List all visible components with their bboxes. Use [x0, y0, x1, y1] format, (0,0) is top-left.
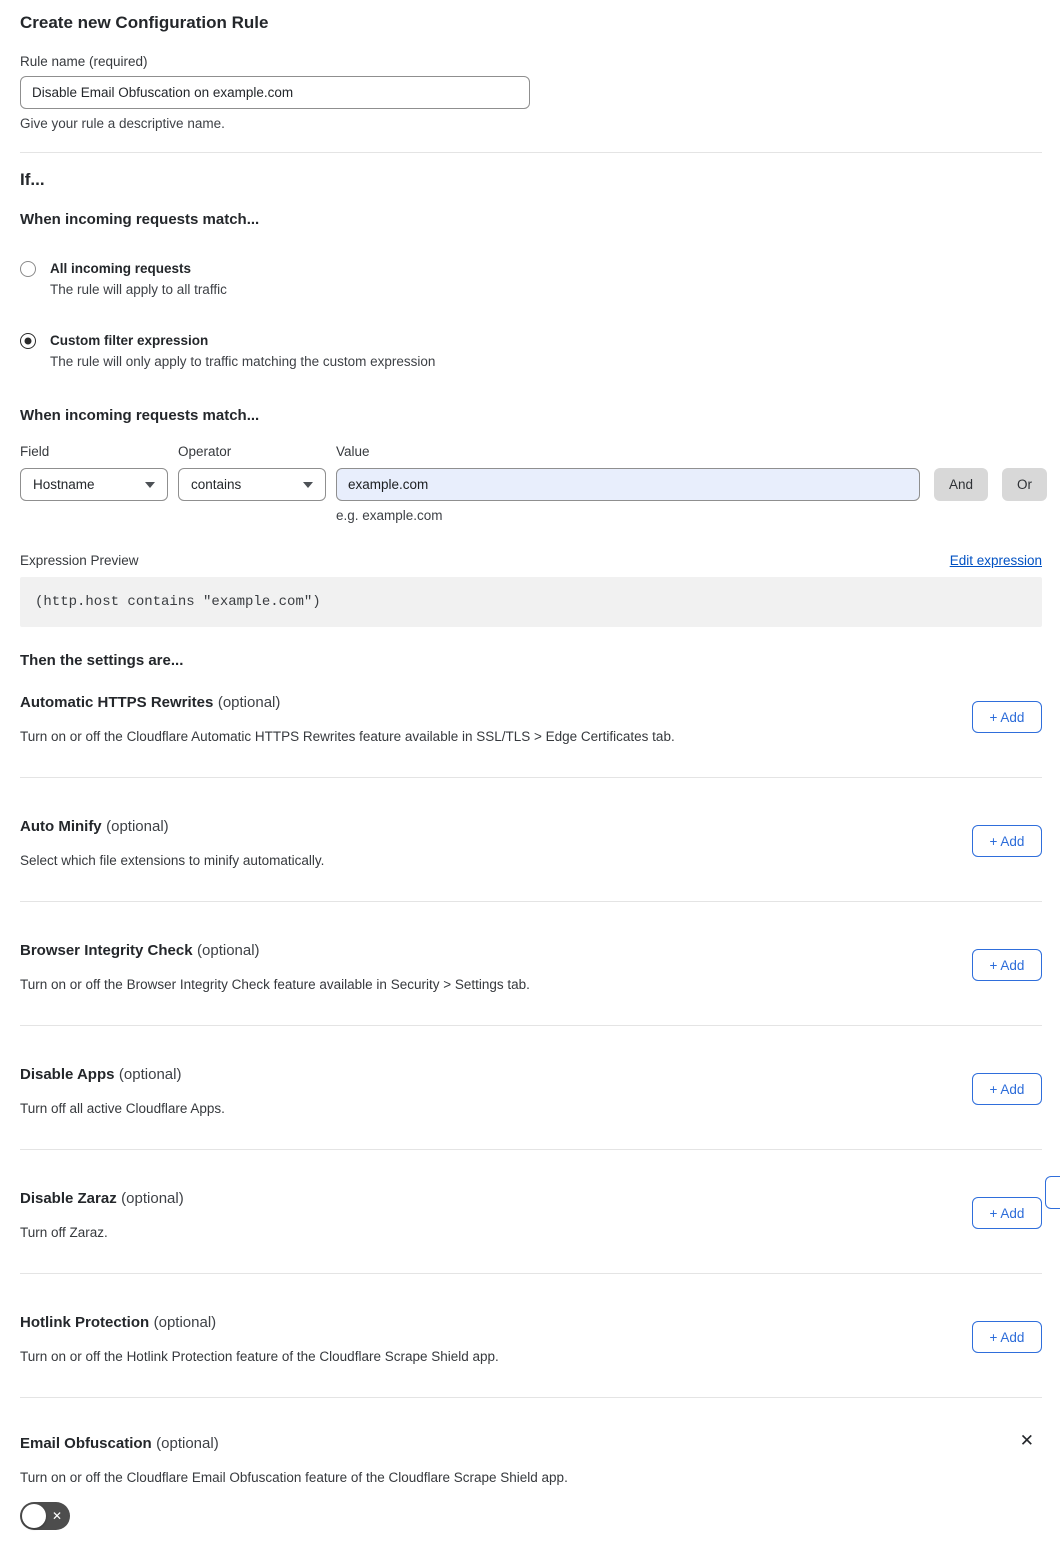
operator-select-value: contains — [191, 477, 242, 492]
setting-description: Turn on or off the Cloudflare Email Obfuscation feature of the Cloudflare Scrape Shield app. — [20, 1470, 568, 1485]
rule-name-label: Rule name (required) — [20, 54, 148, 69]
radio-label: All incoming requests — [50, 261, 192, 276]
rule-name-help: Give your rule a descriptive name. — [20, 116, 225, 131]
expression-preview-code: (http.host contains "example.com") — [20, 577, 1042, 627]
radio-description: The rule will apply to all traffic — [50, 282, 227, 297]
operator-select[interactable] — [178, 468, 326, 501]
field-label: Field — [20, 444, 50, 459]
radio-label: Custom filter expression — [50, 333, 209, 348]
setting-row-email-obfuscation — [20, 1398, 1042, 1535]
value-input[interactable] — [336, 468, 920, 501]
field-select-value: Hostname — [33, 477, 95, 492]
setting-name: Email Obfuscation — [20, 1435, 152, 1452]
setting-description: Turn off Zaraz. — [20, 1225, 108, 1240]
setting-description: Turn off all active Cloudflare Apps. — [20, 1101, 225, 1116]
setting-description: Turn on or off the Browser Integrity Check feature available in Security > Settings tab. — [20, 977, 530, 992]
add-button[interactable]: + Add — [972, 1321, 1042, 1353]
setting-name: Disable Zaraz — [20, 1190, 117, 1207]
radio-description: The rule will only apply to traffic matching the custom expression — [50, 354, 436, 369]
optional-label: (optional) — [106, 818, 169, 835]
setting-description: Turn on or off the Hotlink Protection feature of the Cloudflare Scrape Shield app. — [20, 1349, 499, 1364]
close-icon[interactable]: ✕ — [1019, 1431, 1034, 1450]
and-button[interactable]: And — [934, 468, 988, 501]
optional-label: (optional) — [197, 942, 260, 959]
value-hint: e.g. example.com — [336, 508, 443, 523]
configuration-rule-form — [20, 0, 1042, 1555]
toggle-off-x-icon: ✕ — [51, 1509, 62, 1523]
optional-label: (optional) — [217, 694, 281, 711]
add-button[interactable]: + Add — [972, 825, 1042, 857]
field-select[interactable] — [20, 468, 168, 501]
optional-label: (optional) — [121, 1190, 184, 1207]
setting-row-automatic-https-rewrites — [20, 669, 1042, 778]
radio-unselected-icon[interactable] — [20, 261, 36, 277]
radio-custom-filter-expression[interactable] — [20, 331, 1042, 372]
add-button[interactable]: + Add — [972, 701, 1042, 733]
setting-description: Turn on or off the Cloudflare Automatic HTTPS Rewrites feature available in SSL/TLS > Edge Certificates tab. — [20, 729, 675, 744]
chevron-down-icon — [145, 482, 155, 488]
optional-label: (optional) — [118, 1066, 182, 1083]
section-divider — [20, 152, 1042, 153]
optional-label: (optional) — [156, 1435, 219, 1452]
toggle-knob — [22, 1504, 46, 1528]
radio-all-incoming-requests[interactable] — [20, 259, 1042, 300]
builder-heading: When incoming requests match... — [20, 407, 260, 424]
add-button[interactable]: + Add — [972, 1073, 1042, 1105]
email-obfuscation-toggle[interactable] — [20, 1502, 70, 1530]
value-label: Value — [336, 444, 370, 459]
expression-preview-label: Expression Preview — [20, 553, 139, 568]
setting-name: Hotlink Protection — [20, 1314, 150, 1331]
setting-description: Select which file extensions to minify automatically. — [20, 853, 325, 868]
radio-selected-icon[interactable] — [20, 333, 36, 349]
expression-builder-row — [20, 444, 1042, 501]
setting-name: Disable Apps — [20, 1066, 115, 1083]
add-button-partial[interactable] — [1045, 1176, 1060, 1209]
setting-name: Automatic HTTPS Rewrites — [20, 694, 214, 711]
add-button[interactable]: + Add — [972, 949, 1042, 981]
or-button[interactable]: Or — [1002, 468, 1047, 501]
then-settings-heading: Then the settings are... — [20, 652, 184, 669]
add-button[interactable]: + Add — [972, 1197, 1042, 1229]
setting-name: Auto Minify — [20, 818, 102, 835]
operator-label: Operator — [178, 444, 232, 459]
setting-name: Browser Integrity Check — [20, 942, 193, 959]
setting-row-browser-integrity-check — [20, 902, 1042, 1026]
edit-expression-link[interactable]: Edit expression — [949, 553, 1042, 568]
setting-row-auto-minify — [20, 778, 1042, 902]
page-title: Create new Configuration Rule — [20, 13, 269, 32]
setting-row-disable-zaraz — [20, 1150, 1042, 1274]
setting-row-disable-apps — [20, 1026, 1042, 1150]
match-heading: When incoming requests match... — [20, 211, 260, 228]
chevron-down-icon — [303, 482, 313, 488]
setting-row-hotlink-protection — [20, 1274, 1042, 1398]
if-heading: If... — [20, 170, 45, 189]
rule-name-input[interactable] — [20, 76, 530, 109]
optional-label: (optional) — [153, 1314, 217, 1331]
